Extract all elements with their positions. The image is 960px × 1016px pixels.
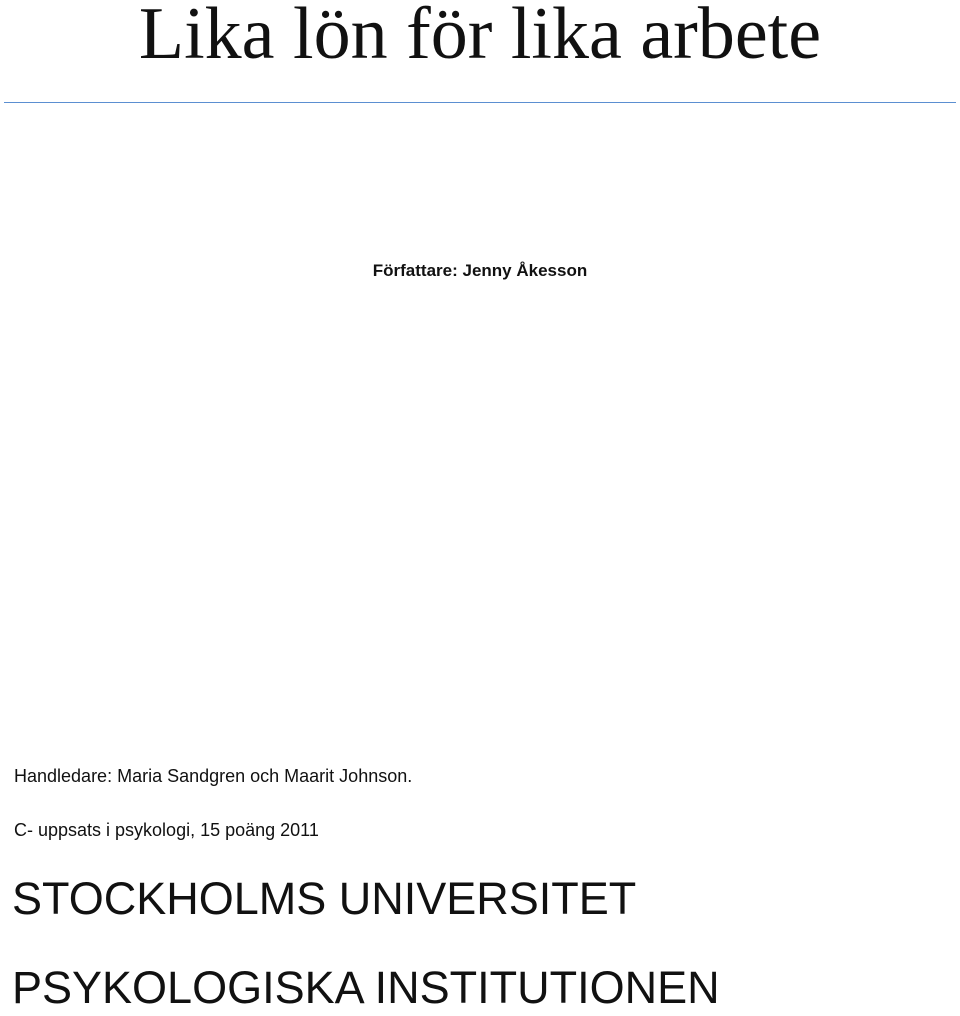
document-title: Lika lön för lika arbete — [138, 0, 822, 75]
university-name: STOCKHOLMS UNIVERSITET — [12, 873, 637, 924]
author-line: Författare: Jenny Åkesson — [372, 261, 588, 280]
title-divider — [4, 102, 956, 103]
department-name: PSYKOLOGISKA INSTITUTIONEN — [12, 962, 720, 1013]
course-line: C- uppsats i psykologi, 15 poäng 2011 — [14, 820, 319, 840]
supervisors-line: Handledare: Maria Sandgren och Maarit Johnson. — [14, 766, 413, 786]
